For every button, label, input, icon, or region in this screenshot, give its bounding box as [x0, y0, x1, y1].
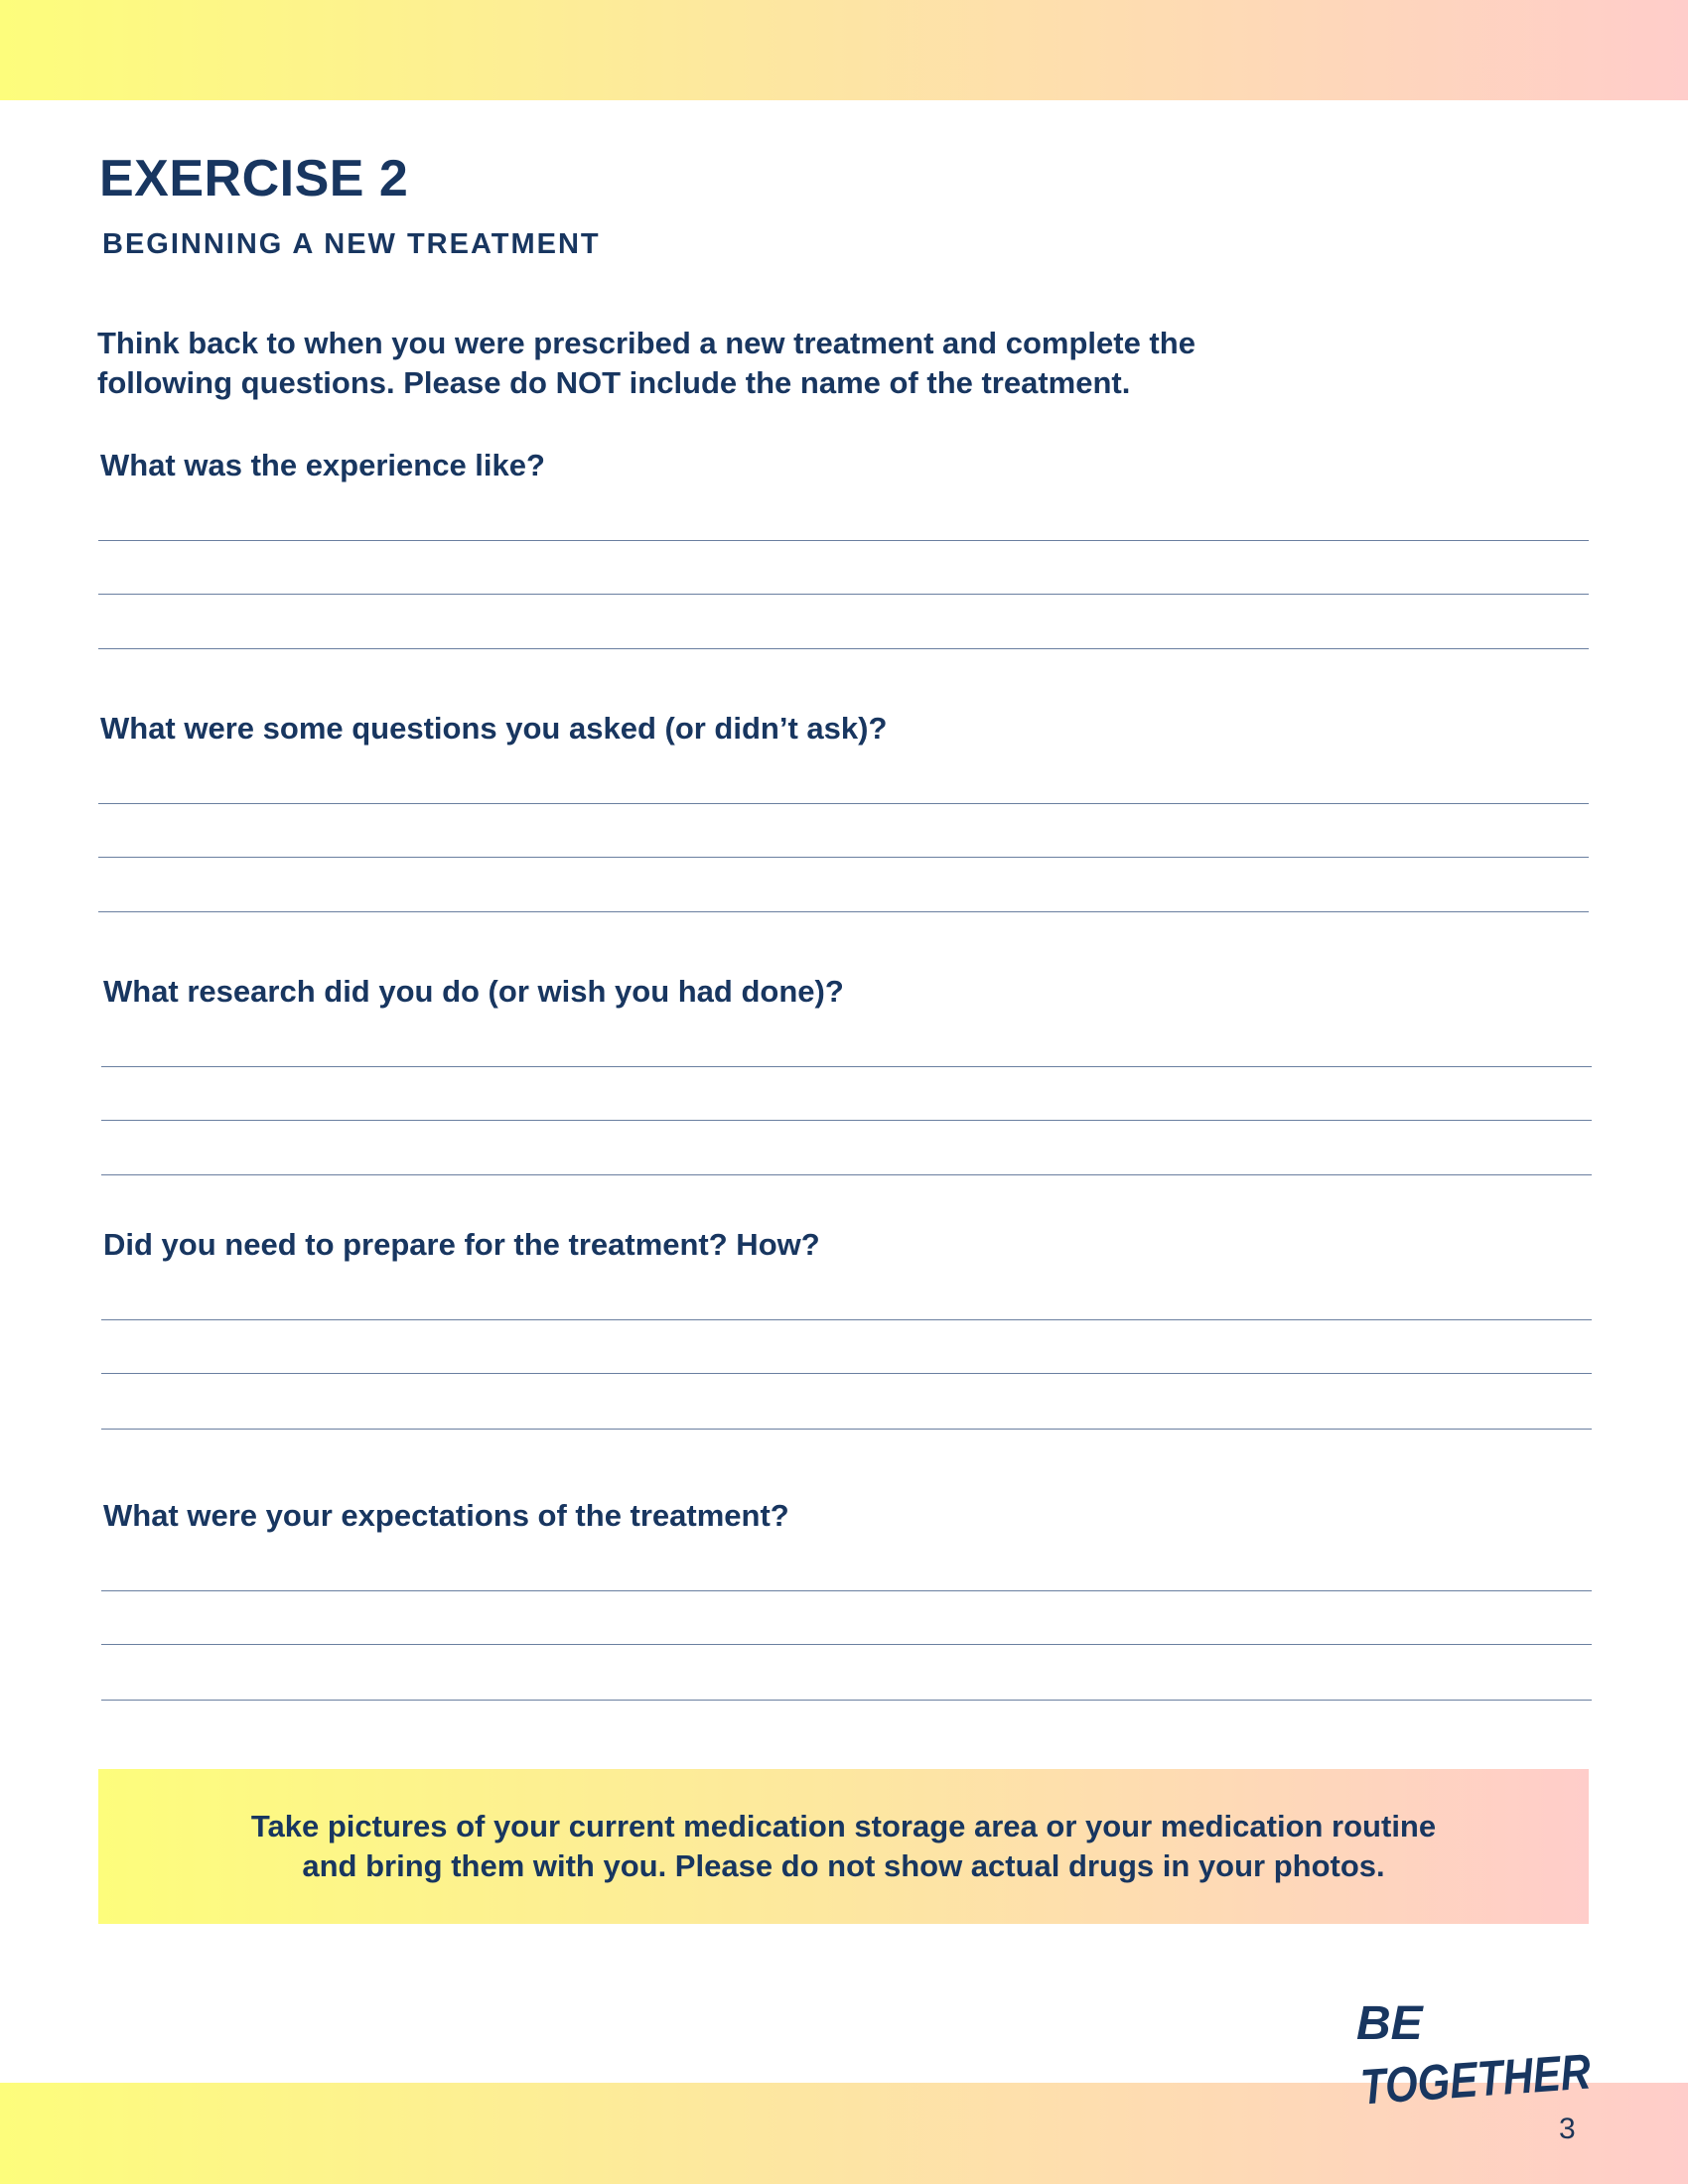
intro-line-1: Think back to when you were prescribed a new treatment and complete the — [97, 326, 1196, 360]
question-4-label: Did you need to prepare for the treatment? How? — [103, 1227, 820, 1262]
question-3-answer-line-2[interactable] — [101, 1120, 1592, 1121]
question-3-answer-line-3[interactable] — [101, 1174, 1592, 1175]
question-3-label: What research did you do (or wish you had done)? — [103, 974, 844, 1009]
page-number: 3 — [1559, 2113, 1576, 2145]
page-subtitle: BEGINNING A NEW TREATMENT — [102, 228, 601, 260]
question-2-answer-line-2[interactable] — [98, 857, 1589, 858]
question-1-answer-line-1[interactable] — [98, 540, 1589, 541]
intro-line-2: following questions. Please do NOT include the name of the treatment. — [97, 365, 1131, 400]
question-2-answer-line-3[interactable] — [98, 911, 1589, 912]
callout-line-1: Take pictures of your current medication storage area or your medication routine — [250, 1809, 1437, 1843]
question-3-answer-line-1[interactable] — [101, 1066, 1592, 1067]
photo-instructions-callout — [98, 1769, 1589, 1924]
question-1-answer-line-2[interactable] — [98, 594, 1589, 595]
question-5-label: What were your expectations of the treatment? — [103, 1498, 789, 1533]
question-5-answer-line-1[interactable] — [101, 1590, 1592, 1591]
question-4-answer-line-1[interactable] — [101, 1319, 1592, 1320]
question-5-answer-line-2[interactable] — [101, 1644, 1592, 1645]
question-1-answer-line-3[interactable] — [98, 648, 1589, 649]
page-title: EXERCISE 2 — [99, 150, 409, 207]
question-4-answer-line-3[interactable] — [101, 1429, 1592, 1430]
question-5-answer-line-3[interactable] — [101, 1700, 1592, 1701]
logo-text-together: TOGETHER — [1358, 2040, 1637, 2116]
question-2-answer-line-1[interactable] — [98, 803, 1589, 804]
question-1-label: What was the experience like? — [100, 448, 545, 482]
callout-line-2: and bring them with you. Please do not show actual drugs in your photos. — [302, 1848, 1385, 1883]
question-2-label: What were some questions you asked (or didn’t ask)? — [100, 711, 888, 746]
intro-text — [97, 324, 1527, 403]
logo-text-be: BE — [1356, 1997, 1423, 2050]
question-4-answer-line-2[interactable] — [101, 1373, 1592, 1374]
be-together-logo — [1350, 1989, 1637, 2116]
top-gradient-band — [0, 0, 1688, 100]
